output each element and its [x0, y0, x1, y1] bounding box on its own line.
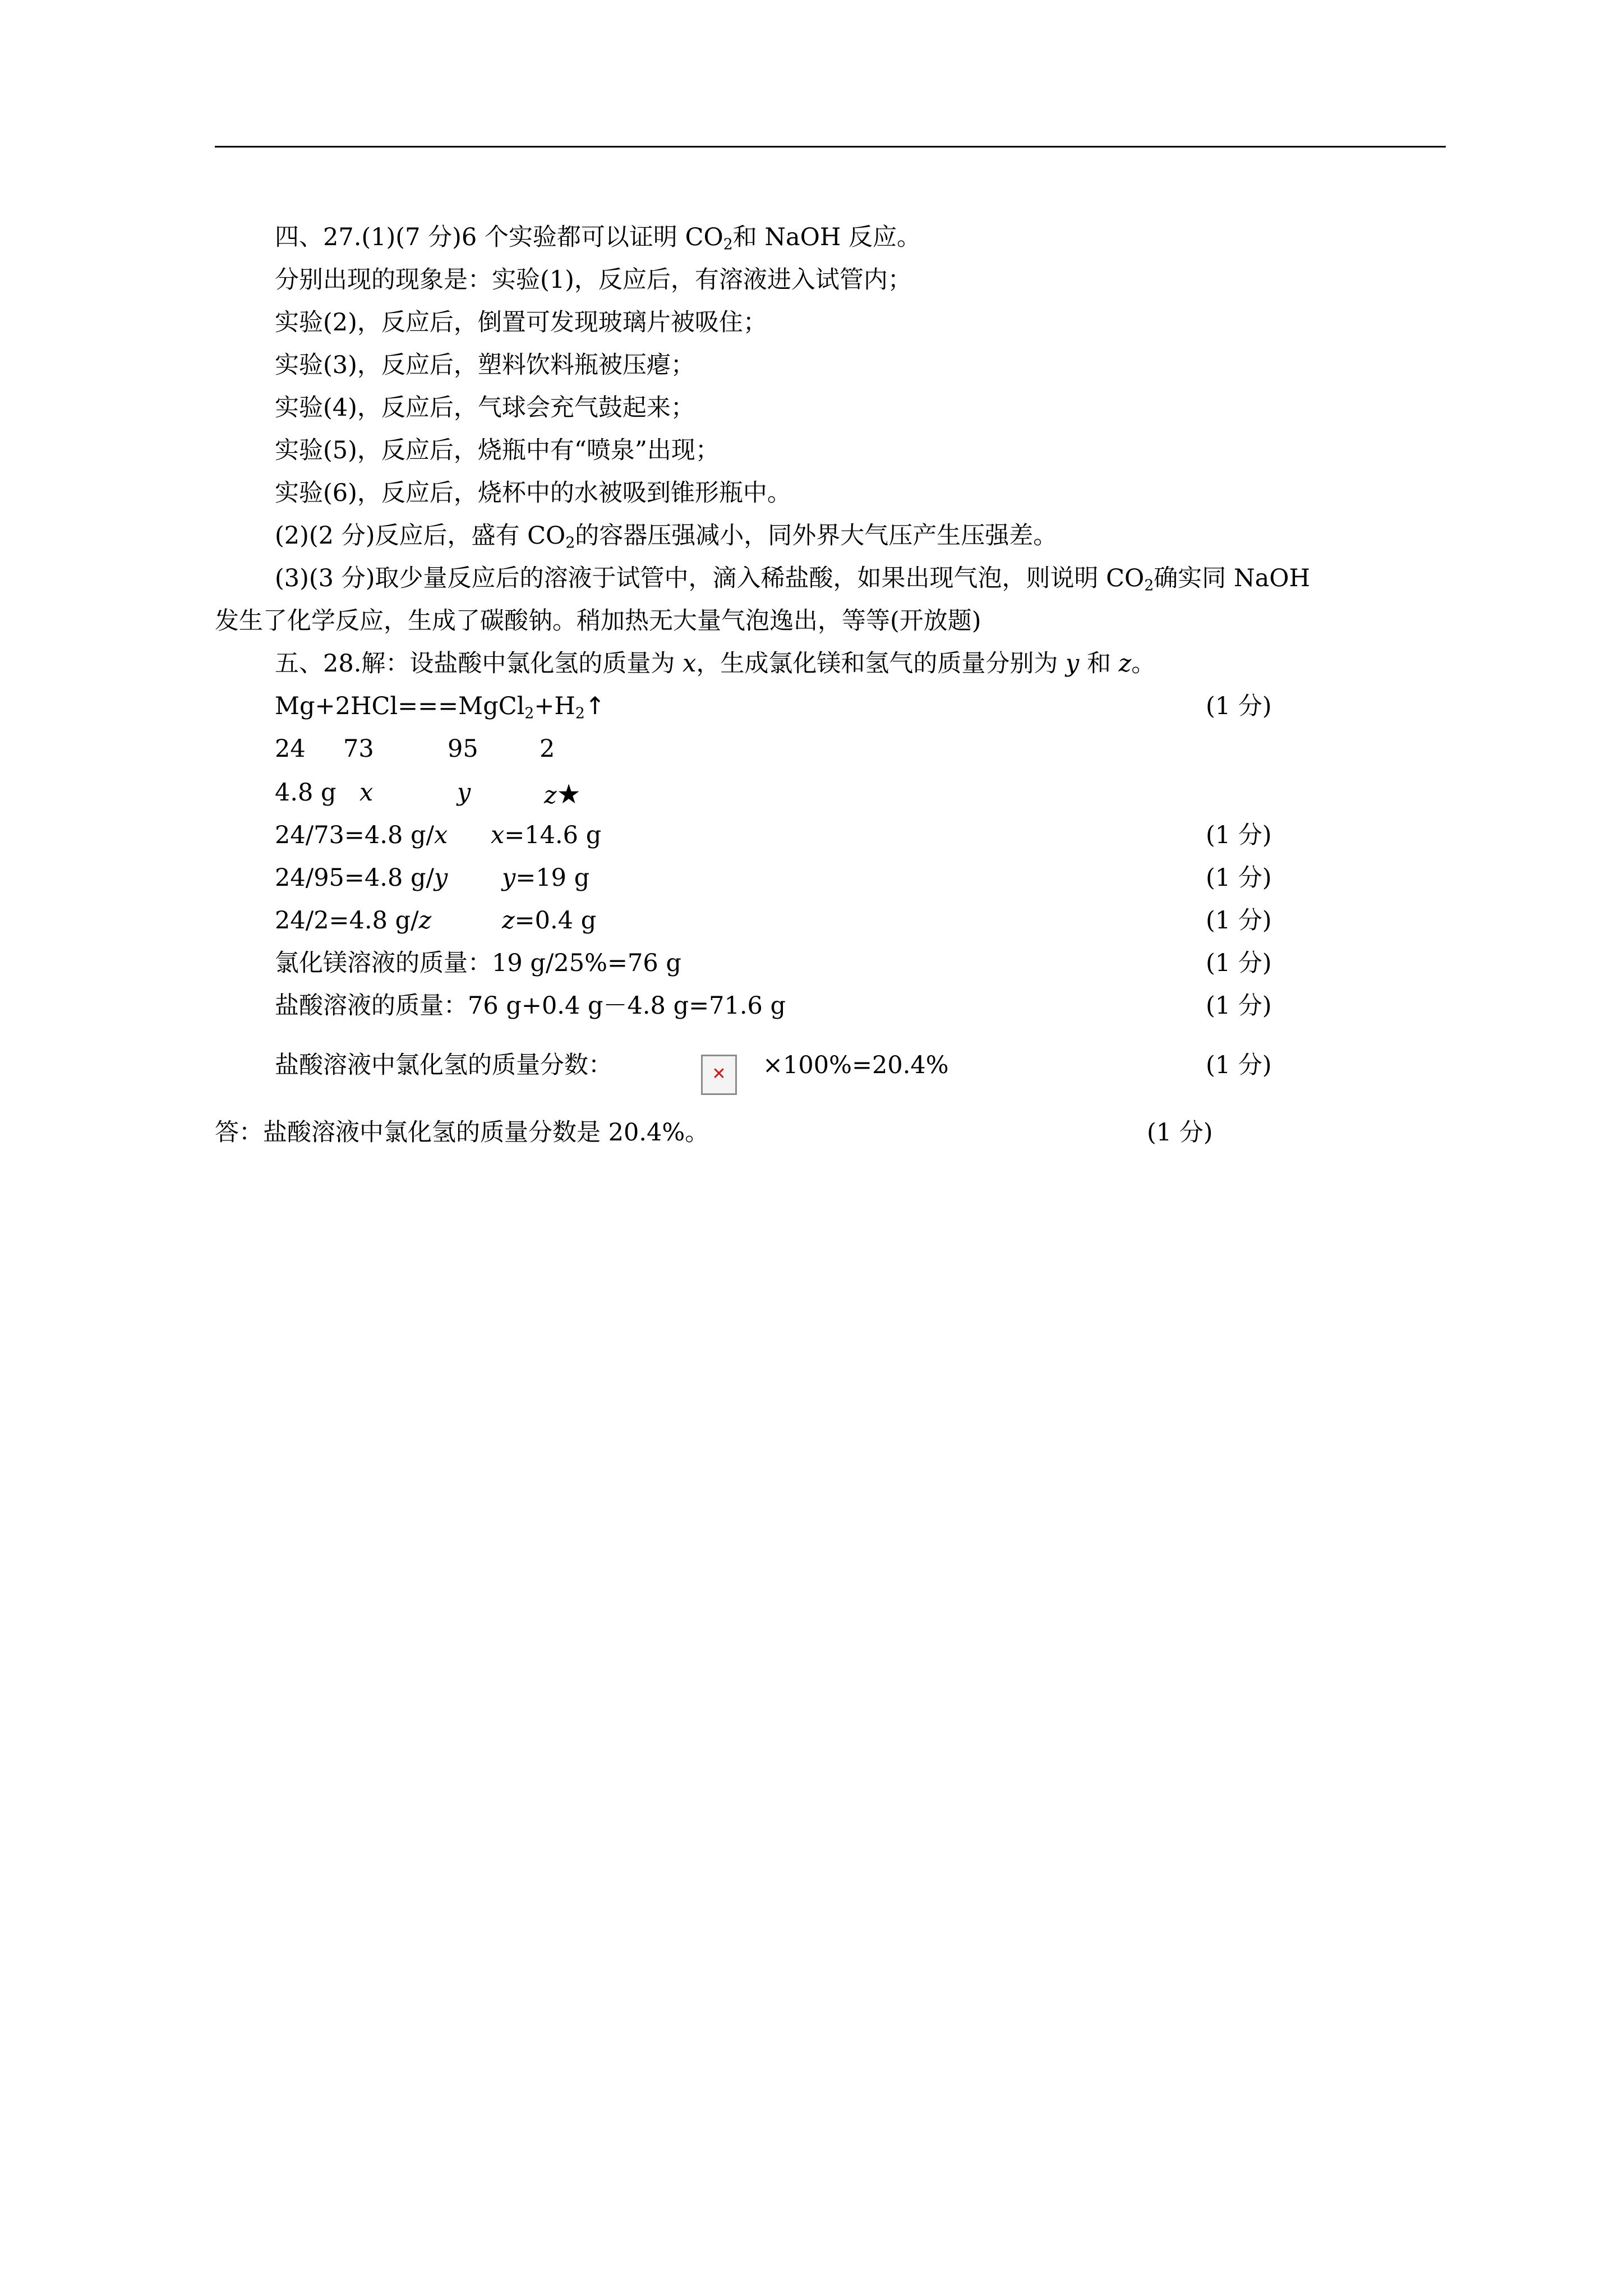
score-hcl-solution: (1 分)	[1206, 992, 1272, 1020]
experiment-3: 实验(3)，反应后，塑料饮料瓶被压瘪；	[275, 351, 695, 379]
star-icon: ★	[556, 779, 581, 810]
mass-h2: 2	[540, 735, 555, 763]
q28-intro: 五、28.解：设盐酸中氯化氢的质量为 x，生成氯化镁和氢气的质量分别为 y 和 z。	[275, 650, 1156, 678]
score-calc-z: (1 分)	[1206, 907, 1272, 935]
mass-hcl: 73	[343, 735, 374, 763]
experiment-2: 实验(2)，反应后，倒置可发现玻璃片被吸住；	[275, 309, 767, 337]
experiment-4: 实验(4)，反应后，气球会充气鼓起来；	[275, 394, 695, 422]
q27-part1-line: 四、27.(1)(7 分)6 个实验都可以证明 $CO_2$和 NaOH 反应。	[275, 223, 921, 254]
header-rule	[215, 146, 1446, 148]
q27-part3-line1: (3)(3 分)取少量反应后的溶液于试管中，滴入稀盐酸，如果出现气泡，则说明 $CO_2$确实同 NaOH	[275, 564, 1310, 595]
given-y: y	[457, 779, 471, 807]
calc-z-ratio: 24/2=4.8 g/z	[275, 907, 432, 935]
up-arrow-icon: ↑	[584, 692, 605, 720]
hcl-solution-mass: 盐酸溶液的质量：76 g+0.4 g－4.8 g=71.6 g	[275, 992, 786, 1020]
score-calc-y: (1 分)	[1206, 864, 1272, 892]
score-mgcl2: (1 分)	[1206, 949, 1272, 977]
mass-fraction-result: ×100%=20.4%	[763, 1051, 949, 1079]
mass-mg: 24	[275, 735, 306, 763]
experiment-5: 实验(5)，反应后，烧瓶中有“喷泉”出现；	[275, 436, 720, 464]
reaction-equation: $Mg+2HCl===MgCl_2+H_2↑$	[275, 692, 605, 723]
experiment-6: 实验(6)，反应后，烧杯中的水被吸到锥形瓶中。	[275, 479, 791, 507]
calc-x-result: x=14.6 g	[491, 821, 602, 849]
calc-y-ratio: 24/95=4.8 g/y	[275, 864, 448, 892]
given-x: x	[359, 779, 374, 807]
phenomena-intro: 分别出现的现象是：实验(1)，反应后，有溶液进入试管内；	[275, 266, 912, 294]
mgcl2-solution-mass: 氯化镁溶液的质量：19 g/25%=76 g	[275, 949, 681, 977]
final-answer: 答：盐酸溶液中氯化氢的质量分数是 20.4%。	[215, 1119, 709, 1147]
q27-part2-line: (2)(2 分)反应后，盛有 $CO_2$的容器压强减小，同外界大气压产生压强差。	[275, 522, 1058, 552]
score-calc-x: (1 分)	[1206, 821, 1272, 849]
calc-y-result: y=19 g	[502, 864, 590, 892]
broken-image-icon: ✕	[701, 1055, 737, 1095]
score-mass-fraction: (1 分)	[1206, 1051, 1272, 1079]
given-mg: 4.8 g	[275, 779, 336, 807]
calc-x-ratio: 24/73=4.8 g/x	[275, 821, 448, 849]
q27-part3-line2: 发生了化学反应，生成了碳酸钠。稍加热无大量气泡逸出，等等(开放题)	[215, 607, 981, 635]
score-answer: (1 分)	[1147, 1119, 1213, 1147]
mass-fraction-label: 盐酸溶液中氯化氢的质量分数：	[275, 1051, 612, 1079]
mass-mgcl2: 95	[448, 735, 478, 763]
score-equation: (1 分)	[1206, 692, 1272, 720]
given-z: z★	[544, 779, 581, 810]
calc-z-result: z=0.4 g	[502, 907, 597, 935]
